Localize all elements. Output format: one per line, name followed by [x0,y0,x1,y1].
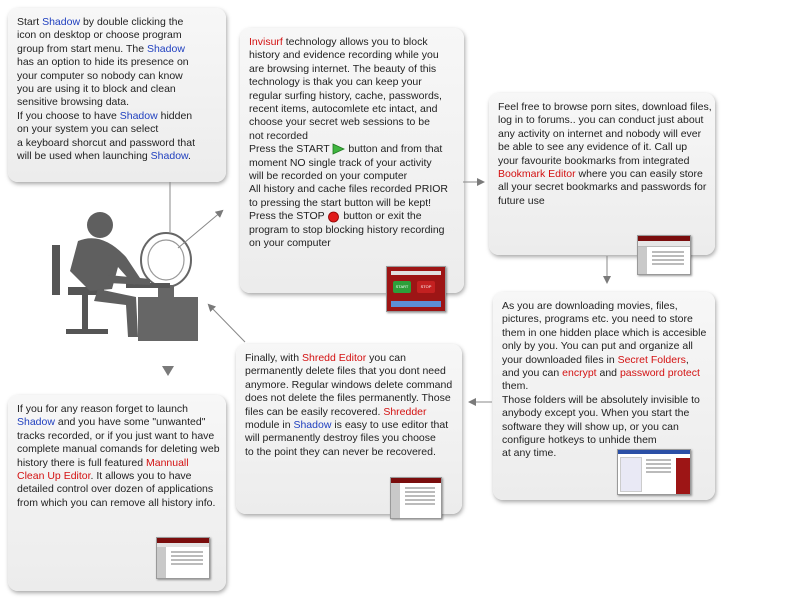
text-segment: Press the STOP [249,210,328,223]
highlight-red: Secret Folders [617,353,686,366]
text-segment: is easy to use editor that [331,419,449,432]
text-segment: . It allows you to have [90,470,192,483]
highlight-blue: Shadow [293,419,332,432]
start-label: START [393,281,411,293]
text-segment: icon on desktop or choose program [17,29,182,42]
text-segment: Feel free to browse porn sites, download files, [498,101,712,113]
text-segment: only by you. You can put and organize all [502,340,693,353]
text-segment: and [596,367,620,380]
text-segment: technology allows you to block [282,36,428,48]
text-segment: tracks recorded, or if you just want to have [17,429,215,442]
text-segment: pictures, programs etc. you need to store [502,313,693,326]
text-segment: and you can [502,367,563,380]
text-segment: has an option to hide its presence on [17,56,189,69]
text-segment: will be used when launching [17,150,151,163]
text-segment: recent items, autocomlete etc intact, and [249,103,438,116]
highlight-blue: Shadow [119,109,158,122]
highlight-red: Shredder [383,405,427,418]
text-segment: from which you can remove all history info. [17,496,216,509]
text-segment: history and evidence recording while you [249,49,439,62]
text-segment: module in [245,419,294,432]
text-segment: them in one hidden place which is accesible [502,326,707,339]
text-segment: anymore. Regular windows delete command [245,378,453,391]
highlight-blue: Shadow [42,16,81,28]
text-segment: If you choose to have [17,109,120,122]
text-segment: technology is thak you can keep your [249,76,422,89]
text-segment: them. [502,380,529,393]
highlight-blue: Shadow [17,416,55,429]
text-segment: by double clicking the [80,16,184,28]
text-segment: to pressing the start button will be kept! [249,196,432,209]
text-segment: regular surfing history, cache, passwords, [249,89,442,102]
text-segment: a keyboard shorcut and password that [17,136,196,149]
text-segment: , [685,353,689,366]
text-segment: at any time. [502,447,557,460]
text-segment: configure hotkeys to unhide them [502,434,657,447]
text-segment: complete manual comands for deleting web [17,443,220,456]
text-segment: log in to forums.. you can conduct just about [498,114,704,127]
text-segment: history there is full featured [17,456,146,469]
text-segment: Finally, with [245,352,302,364]
text-segment: any activity on internet and nobody will ever [498,127,702,140]
text-segment: you can [366,352,406,364]
text-segment: program to stop blocking history recording [249,223,445,236]
highlight-blue: Shadow [146,42,185,55]
stop-label: STOP [417,281,435,293]
text-segment: will permanently destroy files you choose [245,432,436,445]
text-segment: Those folders will be absolutely invisible to [502,393,700,406]
text-segment: button and from that [345,143,443,156]
text-segment: sensitive browsing data. [17,96,130,109]
text-segment: your favourite bookmarks from integrated [498,154,690,167]
text-segment: Start [17,16,43,28]
text-segment: files can be easily recovered. [245,405,384,418]
highlight-red: encrypt [562,367,597,380]
text-segment: choose your secret web sessions to be [249,116,430,129]
text-segment: . [188,150,191,163]
text-segment: detailed control over dozen of applications [17,483,214,496]
text-segment: on your system you can select [17,123,159,136]
text-segment: anybody except you. When you start the [502,407,690,420]
highlight-red: Shredd Editor [302,352,367,364]
text-segment: where you can easily store [575,168,703,181]
text-segment: As you are downloading movies, files, [502,300,678,312]
text-segment: future use [498,194,545,207]
highlight-red: Bookmark Editor [498,168,576,181]
text-segment: group from start menu. The [17,42,147,55]
text-segment: are browsing internet. The beauty of this [249,62,437,75]
text-segment: to the point they can never be recovered. [245,445,436,458]
text-segment: All history and cache files recorded PRIOR [249,183,449,196]
highlight-red: Mannuall [145,456,189,469]
highlight-red: Invisurf [249,36,283,48]
text-segment: your downloaded files in [502,353,618,366]
text-segment: not recorded [249,129,308,142]
highlight-red: password protect [619,367,700,380]
highlight-red: Clean Up Editor [17,470,91,483]
text-segment: software they will show up, or you can [502,420,679,433]
text-segment: your computer so nobody can know [17,69,183,82]
text-segment: will be recorded on your computer [249,170,408,183]
highlight-blue: Shadow [150,150,189,163]
text-segment: hidden [157,109,193,122]
text-segment: on your computer [249,237,331,250]
text-segment: you are using it to block and clean [17,83,176,96]
text-segment: button or exit the [340,210,422,223]
text-segment: Press the START [249,143,333,156]
text-segment: If you for any reason forget to launch [17,403,189,415]
text-segment: permanently delete files that you dont need [245,365,446,378]
text-segment: moment NO single track of your activity [249,156,432,169]
text-segment: all your secret bookmarks and passwords for [498,181,707,194]
text-segment: and you have some "unwanted" [54,416,206,429]
text-segment: does not delete the files permanently. Those [245,392,451,405]
text-segment: be able to see any evidence of it. Call up [498,141,688,154]
